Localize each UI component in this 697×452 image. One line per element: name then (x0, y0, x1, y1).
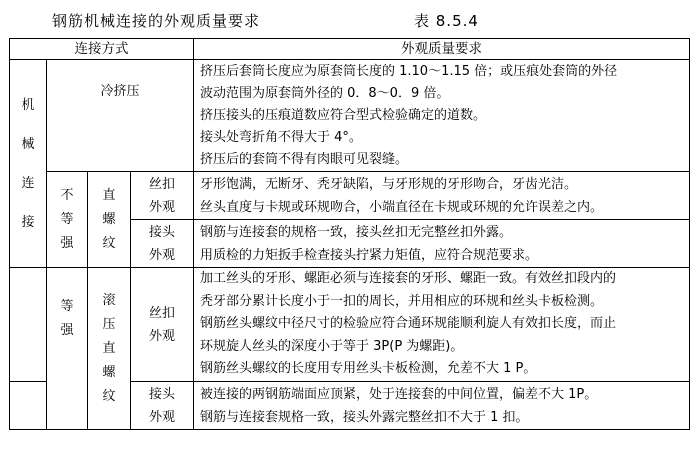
req-line: 钢筋丝头螺纹中径尺寸的检验应符合通环规能顺利旋人有效扣长度，而止 (200, 316, 617, 332)
label-char: 等 (60, 211, 74, 227)
req-line: 挤压接头的压痕道数应符合型式检验确定的道数。 (200, 108, 487, 123)
label-char: 丝扣 (148, 176, 175, 192)
label-char: 等 (60, 298, 74, 314)
table-caption (0, 8, 697, 34)
label-mechanical-char: 械 (21, 136, 35, 152)
label-thread-appearance (131, 172, 194, 220)
req-line: 用质检的力矩扳手检查接头拧紧力矩值，应符合规范要求。 (200, 247, 539, 263)
req-line: 波动范围为原套筒外径的 0．8～0．9 倍。 (200, 86, 450, 101)
label-char: 压 (102, 316, 116, 332)
row-cold-extrusion (10, 60, 690, 172)
label-char: 外观 (148, 247, 175, 263)
label-thread-appearance (131, 268, 194, 382)
label-mechanical-tail (10, 382, 47, 430)
label-char: 直 (102, 187, 116, 203)
label-mechanical (10, 60, 47, 268)
req-rolled-joint (194, 382, 690, 430)
table-number: 表 8.5.4 (414, 12, 479, 30)
req-cold-extrusion (194, 60, 690, 172)
label-joint-appearance (131, 220, 194, 268)
label-char: 外观 (148, 409, 175, 425)
req-line: 加工丝头的牙形、螺距必须与连接套的牙形、螺距一致。有效丝扣段内的 (200, 271, 617, 287)
label-mechanical-tail (10, 268, 47, 382)
label-joint-appearance (131, 382, 194, 430)
header-requirement: 外观质量要求 (194, 39, 690, 60)
label-char: 螺 (102, 211, 116, 227)
label-equal-strength (47, 268, 88, 430)
header-method: 连接方式 (10, 39, 194, 60)
label-char: 丝扣 (148, 305, 175, 321)
label-mechanical-char: 连 (21, 175, 35, 191)
req-line: 钢筋与连接套规格一致，接头外露完整丝扣不大于 1 扣。 (200, 409, 529, 425)
label-mechanical-char: 接 (21, 214, 35, 230)
label-char: 不 (60, 187, 74, 203)
label-char: 纹 (102, 235, 116, 251)
req-line: 秃牙部分累计长度小于一扣的周长，并用相应的环规和丝头卡板检测。 (200, 293, 604, 309)
label-rolled-straight-thread (88, 268, 131, 430)
label-char: 外观 (148, 199, 175, 215)
label-cold-extrusion: 冷挤压 (47, 60, 194, 172)
req-line: 丝头直度与卡规或环规吻合，小端直径在卡规或环规的允许误差之内。 (200, 199, 604, 215)
req-line: 挤压后的套筒不得有肉眼可见裂缝。 (200, 152, 409, 167)
label-char: 接头 (148, 386, 175, 402)
label-char: 强 (60, 322, 74, 338)
req-line: 被连接的两钢筋端面应顶紧，处于连接套的中间位置，偏差不大 1P。 (200, 386, 598, 402)
label-non-equal-strength (47, 172, 88, 268)
row-rolled-thread (10, 268, 690, 382)
label-char: 外观 (148, 328, 175, 344)
req-line: 接头处弯折角不得大于 4°。 (200, 130, 362, 145)
quality-table (9, 38, 690, 430)
row-straight-thread-thread (10, 172, 690, 220)
table-title: 钢筋机械连接的外观质量要求 (52, 12, 261, 30)
table-header-row (10, 39, 690, 60)
label-char: 直 (102, 340, 116, 356)
req-straight-thread-joint (194, 220, 690, 268)
req-line: 钢筋与连接套的规格一致，接头丝扣无完整丝扣外露。 (200, 224, 513, 240)
label-char: 接头 (148, 224, 175, 240)
req-line: 挤压后套筒长度应为原套筒长度的 1.10～1.15 倍；或压痕处套筒的外径 (200, 64, 618, 79)
label-straight-thread (88, 172, 131, 268)
label-char: 强 (60, 235, 74, 251)
req-rolled-thread (194, 268, 690, 382)
label-mechanical-char: 机 (21, 97, 35, 113)
label-char: 螺 (102, 364, 116, 380)
req-line: 钢筋丝头螺纹的长度用专用丝头卡板检测，允差不大 1 P。 (200, 361, 537, 377)
req-line: 牙形饱满，无断牙、秃牙缺陷，与牙形规的牙形吻合，牙齿光洁。 (200, 176, 578, 192)
req-straight-thread-thread (194, 172, 690, 220)
label-char: 滚 (102, 292, 116, 308)
label-char: 纹 (102, 388, 116, 404)
req-line: 环规旋人丝头的深度小于等于 3P(P 为螺距)。 (200, 338, 464, 354)
